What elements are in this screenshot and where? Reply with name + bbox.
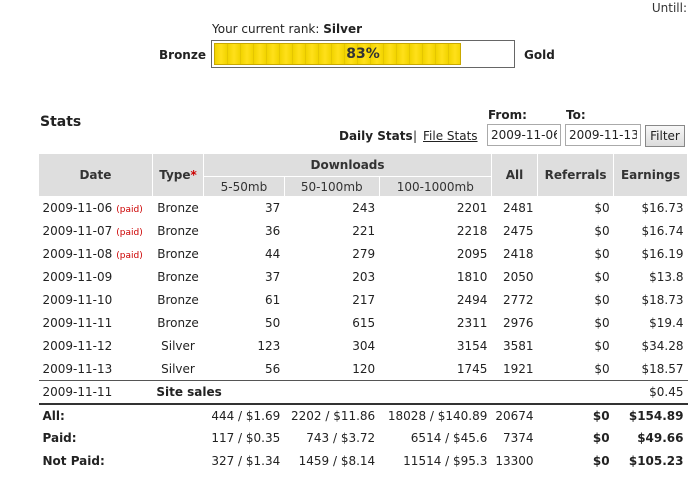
totals-label: Paid: <box>42 431 77 445</box>
row-date <box>39 220 153 243</box>
row-downloads-50-100mb: 615 <box>352 316 376 330</box>
totals-downloads-100-1000mb: 11514 / $95.3 <box>403 454 488 468</box>
totals-downloads-100-1000mb: 6514 / $45.6 <box>410 431 488 445</box>
table-row <box>39 312 688 335</box>
rank-prefix: Your current rank: <box>212 22 320 36</box>
row-all: 2976 <box>503 316 534 330</box>
header-date[interactable]: Date <box>39 154 153 197</box>
row-downloads-100-1000mb: 1810 <box>456 270 488 284</box>
current-rank: Silver <box>323 22 362 36</box>
rank-progress-label: 83% <box>346 46 380 62</box>
paid-tag: (paid) <box>116 205 143 216</box>
row-all: 2050 <box>503 270 534 284</box>
table-row <box>39 335 688 358</box>
row-type: Bronze <box>157 270 199 284</box>
to-date-input[interactable] <box>565 124 641 146</box>
row-date <box>39 289 153 312</box>
required-star: * <box>190 168 197 182</box>
rank-progress-bar <box>211 40 515 68</box>
table-row <box>39 358 688 381</box>
row-referrals: $0 <box>594 201 610 216</box>
totals-earnings: $105.23 <box>628 454 684 468</box>
row-downloads-50-100mb: 120 <box>352 361 376 376</box>
row-type: Silver <box>161 361 195 376</box>
row-downloads-100-1000mb: 2311 <box>456 316 488 330</box>
row-type: Bronze <box>157 224 199 238</box>
totals-downloads-5-50mb: 117 / $0.35 <box>211 431 281 445</box>
row-date <box>39 266 153 289</box>
row-downloads-50-100mb: 203 <box>352 270 376 284</box>
from-label: From: <box>488 108 527 122</box>
row-referrals: $0 <box>594 361 610 376</box>
row-type: Bronze <box>157 293 199 307</box>
stats-title: Stats <box>40 114 82 130</box>
row-downloads-50-100mb: 279 <box>352 247 376 261</box>
tab-separator: | <box>413 129 418 143</box>
table-row <box>39 289 688 312</box>
header-100-1000mb: 100-1000mb <box>379 177 491 197</box>
site-sales-date: 2009-11-11 <box>39 381 153 404</box>
row-referrals: $0 <box>594 247 610 261</box>
row-type: Bronze <box>157 316 199 330</box>
site-sales-earnings: $0.45 <box>614 381 688 404</box>
row-downloads-50-100mb: 221 <box>352 224 376 238</box>
row-downloads-50-100mb: 243 <box>352 201 376 216</box>
table-row <box>39 197 688 220</box>
row-date-value: 2009-11-08 <box>42 247 113 261</box>
table-row <box>39 220 688 243</box>
header-referrals[interactable]: Referrals <box>538 154 614 197</box>
row-date-value: 2009-11-10 <box>42 293 113 307</box>
row-earnings: $18.73 <box>641 293 684 307</box>
row-earnings: $16.19 <box>641 247 684 261</box>
row-date-value: 2009-11-12 <box>42 339 113 353</box>
totals-downloads-5-50mb: 444 / $1.69 <box>204 404 285 427</box>
totals-downloads-50-100mb: 2202 / $11.86 <box>284 404 379 427</box>
row-downloads-5-50mb: 123 <box>257 339 281 353</box>
header-downloads: Downloads <box>204 154 492 177</box>
row-all: 2475 <box>503 224 534 238</box>
row-date <box>39 243 153 266</box>
rank-from-label: Bronze <box>159 48 206 62</box>
header-earnings[interactable]: Earnings <box>614 154 688 197</box>
rank-to-label: Gold <box>524 48 555 62</box>
to-label: To: <box>566 108 586 122</box>
totals-downloads-50-100mb: 1459 / $8.14 <box>298 454 376 468</box>
table-row <box>39 243 688 266</box>
row-date <box>39 197 153 220</box>
row-downloads-100-1000mb: 3154 <box>456 339 488 353</box>
row-all: 2772 <box>503 293 534 307</box>
totals-row <box>39 404 688 427</box>
header-5-50mb: 5-50mb <box>204 177 285 197</box>
row-earnings: $13.8 <box>649 270 684 284</box>
row-earnings: $19.4 <box>649 316 684 330</box>
row-date-value: 2009-11-07 <box>42 224 113 238</box>
row-type: Silver <box>161 339 195 353</box>
row-date <box>39 358 153 381</box>
row-all: 1921 <box>503 361 534 376</box>
totals-referrals: $0 <box>538 404 614 427</box>
totals-label: All: <box>39 404 153 427</box>
header-50-100mb: 50-100mb <box>284 177 379 197</box>
row-date-value: 2009-11-13 <box>42 361 113 376</box>
row-date <box>39 335 153 358</box>
row-date-value: 2009-11-06 <box>42 201 113 216</box>
totals-earnings: $154.89 <box>614 404 688 427</box>
site-sales-row <box>39 381 688 404</box>
table-row <box>39 266 688 289</box>
header-type-label: Type <box>159 168 191 182</box>
tab-file-stats[interactable]: File Stats <box>423 129 478 143</box>
totals-all: 7374 <box>503 431 534 445</box>
row-downloads-100-1000mb: 2095 <box>456 247 488 261</box>
row-referrals: $0 <box>594 339 610 353</box>
totals-downloads-5-50mb: 327 / $1.34 <box>211 454 281 468</box>
stats-table <box>38 153 688 473</box>
row-downloads-5-50mb: 50 <box>264 316 281 330</box>
row-downloads-5-50mb: 56 <box>264 361 281 376</box>
row-type: Bronze <box>157 201 199 216</box>
totals-downloads-50-100mb: 743 / $3.72 <box>306 431 376 445</box>
row-referrals: $0 <box>594 270 610 284</box>
filter-button[interactable]: Filter <box>645 125 685 147</box>
row-downloads-5-50mb: 36 <box>264 224 281 238</box>
row-date-value: 2009-11-09 <box>42 270 113 284</box>
totals-earnings: $49.66 <box>637 431 684 445</box>
totals-all: 20674 <box>491 404 537 427</box>
stats-table-body <box>39 197 688 473</box>
paid-tag: (paid) <box>116 251 143 261</box>
rank-line <box>212 22 362 36</box>
row-downloads-50-100mb: 217 <box>352 293 376 307</box>
row-downloads-5-50mb: 61 <box>264 293 281 307</box>
totals-row <box>39 450 688 473</box>
untill-label: Untill: <box>651 1 687 15</box>
row-referrals: $0 <box>594 316 610 330</box>
row-downloads-100-1000mb: 2218 <box>456 224 488 238</box>
row-all: 2418 <box>503 247 534 261</box>
row-earnings: $18.57 <box>641 361 684 376</box>
totals-referrals: $0 <box>592 431 610 445</box>
tab-daily-stats[interactable]: Daily Stats <box>339 129 413 143</box>
totals-all: 13300 <box>495 454 534 468</box>
row-downloads-100-1000mb: 2494 <box>456 293 488 307</box>
totals-label: Not Paid: <box>42 454 105 468</box>
row-downloads-50-100mb: 304 <box>352 339 376 353</box>
totals-row <box>39 427 688 450</box>
row-type: Bronze <box>157 247 199 261</box>
row-downloads-100-1000mb: 1745 <box>456 361 488 376</box>
totals-downloads-100-1000mb: 18028 / $140.89 <box>379 404 491 427</box>
row-date-value: 2009-11-11 <box>42 316 113 330</box>
row-all: 2481 <box>503 201 534 216</box>
header-type[interactable] <box>152 154 203 197</box>
row-date <box>39 312 153 335</box>
row-all: 3581 <box>503 339 534 353</box>
row-referrals: $0 <box>594 224 610 238</box>
site-sales-label: Site sales <box>152 381 379 404</box>
header-all[interactable]: All <box>491 154 537 197</box>
row-downloads-5-50mb: 37 <box>264 270 281 284</box>
row-earnings: $16.74 <box>641 224 684 238</box>
from-date-input[interactable] <box>487 124 561 146</box>
row-referrals: $0 <box>594 293 610 307</box>
totals-referrals: $0 <box>592 454 610 468</box>
row-downloads-5-50mb: 44 <box>264 247 281 261</box>
row-earnings: $34.28 <box>641 339 684 353</box>
row-earnings: $16.73 <box>641 201 684 216</box>
row-downloads-100-1000mb: 2201 <box>456 201 488 216</box>
paid-tag: (paid) <box>116 228 143 238</box>
row-downloads-5-50mb: 37 <box>264 201 281 216</box>
